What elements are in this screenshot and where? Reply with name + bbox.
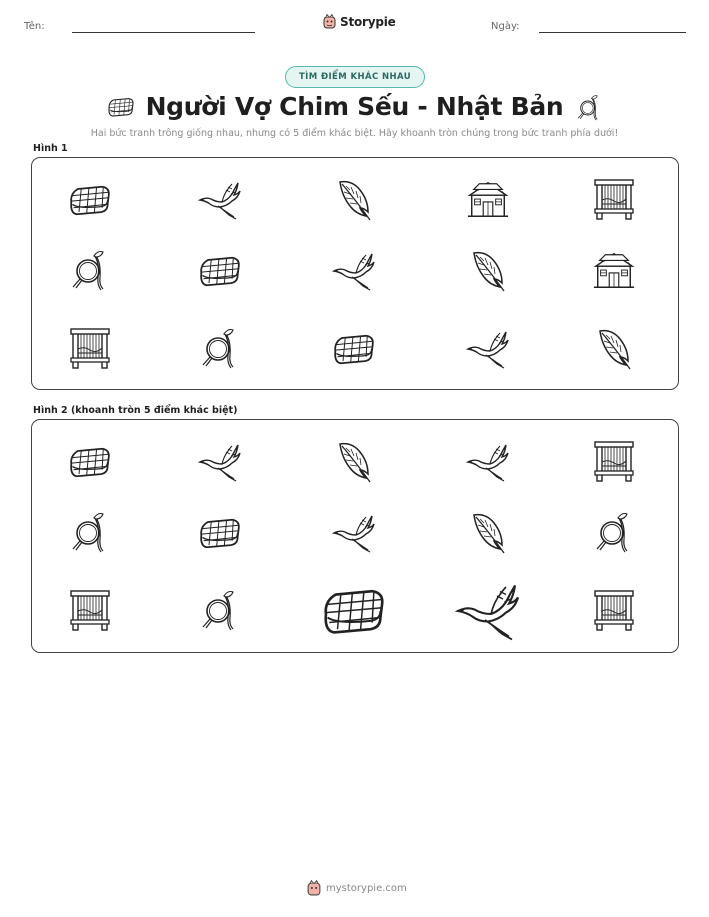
name-input-line[interactable] [72, 32, 255, 33]
picture1-panel[interactable] [31, 157, 679, 390]
loop-knot-icon[interactable] [68, 511, 112, 555]
crane-icon[interactable] [466, 440, 510, 484]
storypie-footer-icon [307, 880, 321, 896]
loop-knot-icon[interactable] [198, 327, 242, 371]
crane-icon[interactable] [466, 327, 510, 371]
folded-cloth-icon[interactable] [68, 178, 112, 222]
activity-badge: TÌM ĐIỂM KHÁC NHAU [285, 66, 425, 88]
loop-knot-icon [575, 94, 603, 122]
folded-cloth-icon[interactable] [332, 327, 376, 371]
feather-icon[interactable] [332, 440, 376, 484]
folded-cloth-icon[interactable] [198, 249, 242, 293]
feather-icon[interactable] [592, 327, 636, 371]
feather-icon[interactable] [332, 178, 376, 222]
loop-knot-icon[interactable] [68, 249, 112, 293]
crane-icon[interactable] [198, 440, 242, 484]
loom-icon[interactable] [592, 589, 636, 633]
loop-knot-icon[interactable] [198, 589, 242, 633]
feather-icon[interactable] [466, 511, 510, 555]
name-label: Tên: [24, 21, 45, 32]
crane-icon[interactable] [332, 511, 376, 555]
date-input-line[interactable] [539, 32, 686, 33]
picture2-panel[interactable] [31, 419, 679, 653]
loom-icon[interactable] [68, 589, 112, 633]
storypie-logo [323, 14, 396, 29]
storypie-logo-icon [323, 14, 336, 29]
house-icon[interactable] [592, 249, 636, 293]
crane-icon[interactable] [198, 178, 242, 222]
logo-text: Storypie [340, 14, 396, 29]
picture2-label: Hình 2 (khoanh tròn 5 điểm khác biệt) [33, 405, 238, 416]
loop-knot-icon[interactable] [592, 511, 636, 555]
instructions: Hai bức tranh trông giống nhau, nhưng có 5 điểm khác biệt. Hãy khoanh tròn chúng trong bức tranh phía dưới! [90, 128, 619, 139]
date-label: Ngày: [491, 21, 520, 32]
loom-icon[interactable] [592, 440, 636, 484]
loom-icon[interactable] [68, 327, 112, 371]
loom-icon[interactable] [592, 178, 636, 222]
folded-cloth-icon[interactable] [198, 511, 242, 555]
picture1-label: Hình 1 [33, 143, 68, 154]
crane-icon[interactable] [332, 249, 376, 293]
folded-cloth-icon[interactable] [321, 578, 387, 644]
crane-icon[interactable] [455, 578, 521, 644]
title-row [0, 92, 709, 126]
page-title: Người Vợ Chim Sếu - Nhật Bản [145, 92, 564, 121]
footer [307, 880, 407, 896]
folded-cloth-icon[interactable] [68, 440, 112, 484]
house-icon[interactable] [466, 178, 510, 222]
footer-url: mystorypie.com [326, 882, 407, 894]
feather-icon[interactable] [466, 249, 510, 293]
